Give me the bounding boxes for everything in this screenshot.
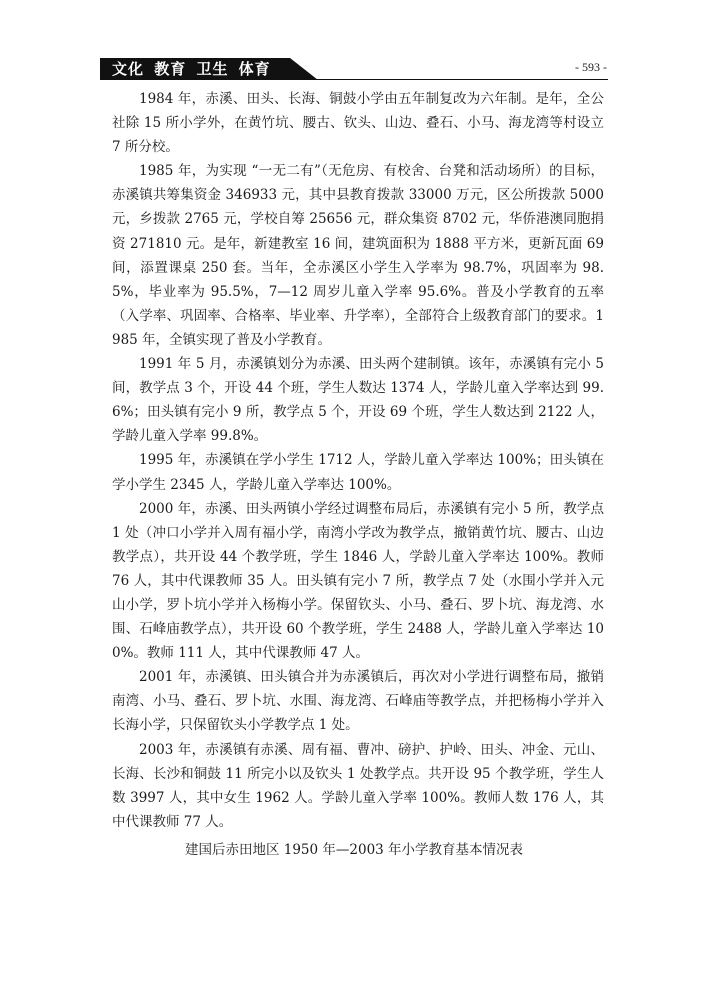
section-title: 文化 教育 卫生 体育 — [112, 60, 271, 78]
body-text — [112, 87, 604, 834]
paragraph-2003: 2003 年，赤溪镇有赤溪、周有福、曹冲、磅护、护岭、田头、冲金、元山、长海、长沙和铜鼓 11 所完小以及钦头 1 处教学点。共开设 95 个教学班，学生人数 3997 人，其中女生 1962 人。学龄儿童入学率 100%。教师人数 176 人，其中代课教师 77 人。 — [112, 741, 604, 830]
paragraph-1991: 1991 年 5 月，赤溪镇划分为赤溪、田头两个建制镇。该年，赤溪镇有完小 5 间，教学点 3 个，开设 44 个班，学生人数达 1374 人，学龄儿童入学率达到 99.6%；田头镇有完小 9 所，教学点 5 个，开设 69 个班，学生人数达到 2122 人，学龄儿童入学率 99.8%。 — [112, 356, 604, 445]
paragraph-2001: 2001 年，赤溪镇、田头镇合并为赤溪镇后，再次对小学进行调整布局，撤销南湾、小马、叠石、罗卜坑、水围、海龙湾、石峰庙等教学点，并把杨梅小学并入长海小学，只保留钦头小学教学点 1 处。 — [112, 669, 604, 734]
paragraph-2000: 2000 年，赤溪、田头两镇小学经过调整布局后，赤溪镇有完小 5 所，教学点 1 处（冲口小学并入周有福小学，南湾小学改为教学点，撤销黄竹坑、腰古、山边教学点），共开设 44 个教学班，学生 1846 人，学龄儿童入学率达 100%。教师 76 人，其中代课教师 35 人。田头镇有完小 7 所，教学点 7 处（水围小学并入元山小学，罗卜坑小学并入杨梅小学。保留钦头、小马、叠石、罗卜坑、海龙湾、水围、石峰庙教学点），共开设 60 个教学班，学生 2488 人，学龄儿童入学率达 100%。教师 111 人，其中代课教师 47 人。 — [112, 500, 604, 662]
header-rule — [100, 79, 608, 80]
paragraph-1984: 1984 年，赤溪、田头、长海、铜鼓小学由五年制复改为六年制。是年，全公社除 15 所小学外，在黄竹坑、腰古、钦头、山边、叠石、小马、海龙湾等村设立 7 所分校。 — [112, 91, 604, 156]
paragraph-1995: 1995 年，赤溪镇在学小学生 1712 人，学龄儿童入学率达 100%；田头镇在学小学生 2345 人，学龄儿童入学率达 100%。 — [112, 452, 604, 493]
table-title: 建国后赤田地区 1950 年—2003 年小学教育基本情况表 — [184, 842, 524, 858]
paragraph-1985: 1985 年，为实现 “一无二有”（无危房、有校舍、台凳和活动场所）的目标，赤溪镇共筹集资金 346933 元，其中县教育拨款 33000 万元，区公所拨款 5000 元，乡拨款 2765 元，学校自筹 25656 元，群众集资 8702 元，华侨港澳同胞捐资 271810 元。是年，新建教室 16 间，建筑面积为 1888 平方米，更新瓦面 69 间，添置课桌 250 套。当年，全赤溪区小学生入学率为 98.7%，巩固率为 98.5%，毕业率为 95.5%，7—12 周岁儿童入学率 95.6%。普及小学教育的五率（入学率、巩固率、合格率、毕业率、升学率），全部符合上级教育部门的要求。1985 年，全镇实现了普及小学教育。 — [112, 163, 604, 348]
page-number: - 593 - — [575, 60, 607, 74]
